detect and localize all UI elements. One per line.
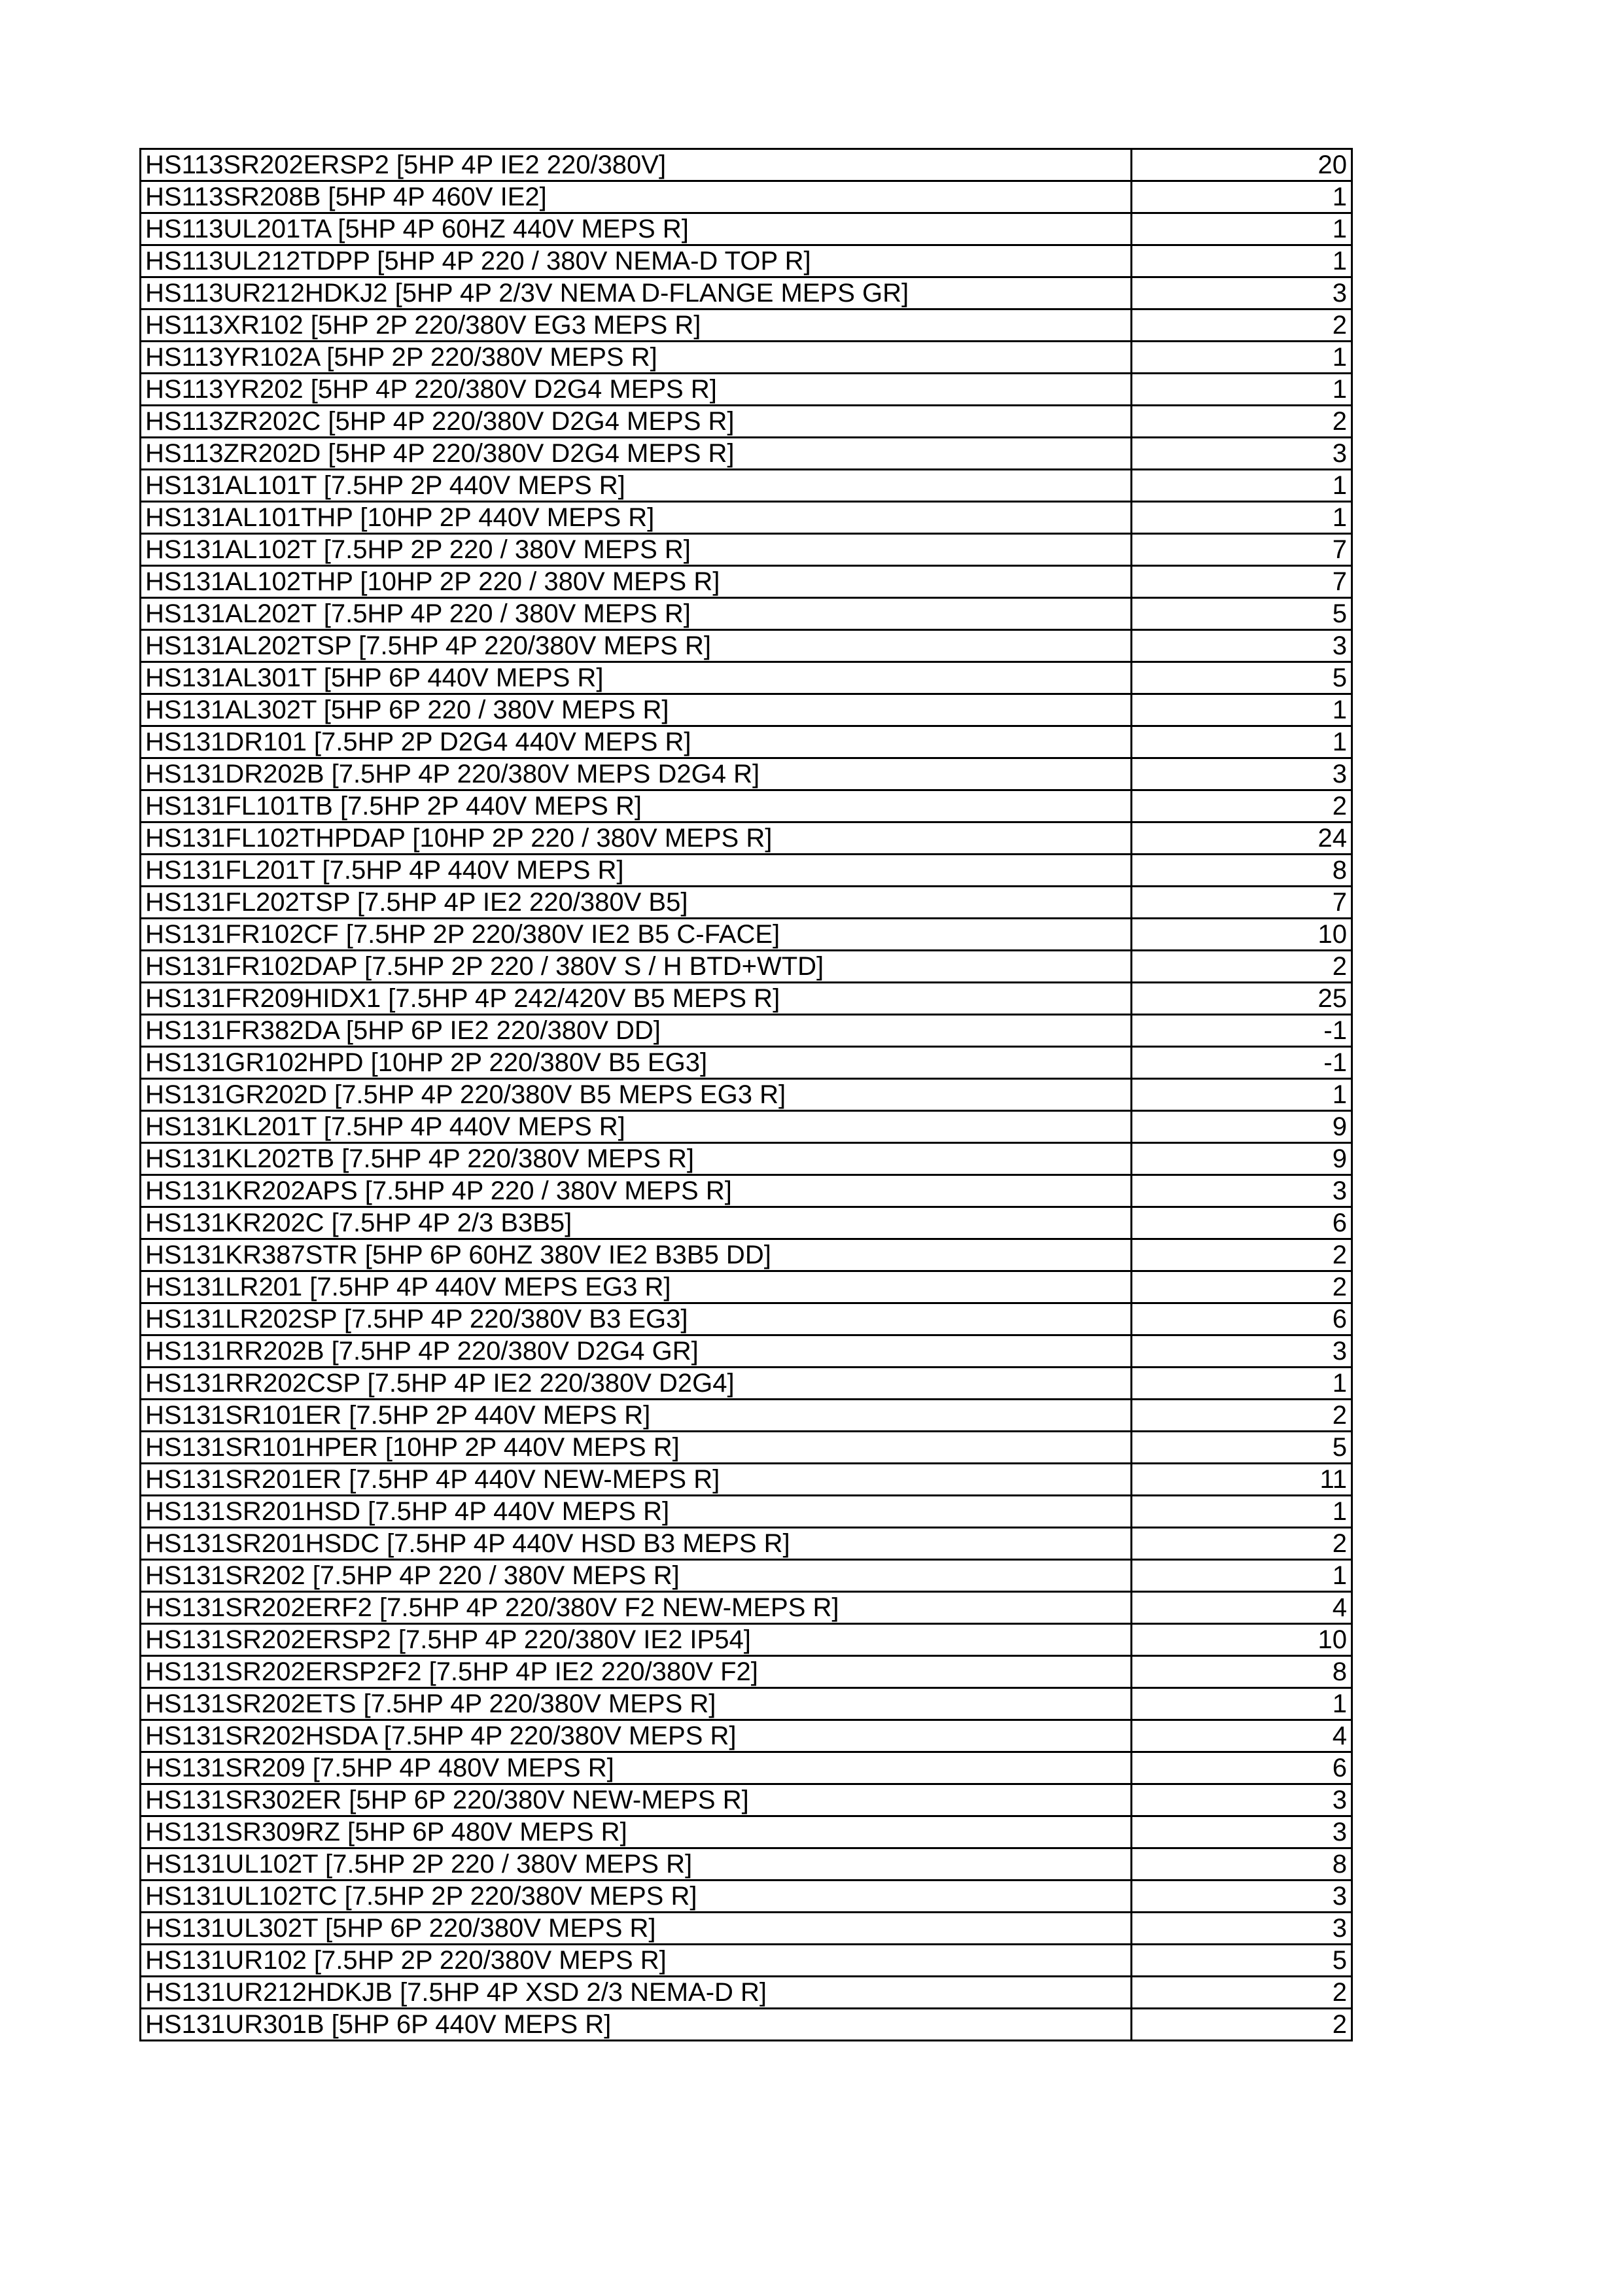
table-row	[141, 1143, 1352, 1175]
item-quantity-cell: 3	[1132, 438, 1352, 470]
table-row	[141, 1271, 1352, 1303]
item-description-cell: HS131SR202ERSP2F2 [7.5HP 4P IE2 220/380V F2]	[141, 1656, 1132, 1688]
table-row	[141, 855, 1352, 887]
item-description-cell: HS131RR202CSP [7.5HP 4P IE2 220/380V D2G4]	[141, 1368, 1132, 1400]
table-row	[141, 1015, 1352, 1047]
item-description-cell: HS113XR102 [5HP 2P 220/380V EG3 MEPS R]	[141, 309, 1132, 342]
item-quantity-cell: 1	[1132, 726, 1352, 758]
item-description-cell: HS131SR101ER [7.5HP 2P 440V MEPS R]	[141, 1400, 1132, 1432]
item-description-cell: HS131UL102T [7.5HP 2P 220 / 380V MEPS R]	[141, 1848, 1132, 1881]
item-description-cell: HS131FL102THPDAP [10HP 2P 220 / 380V MEPS R]	[141, 822, 1132, 855]
item-quantity-cell: -1	[1132, 1015, 1352, 1047]
item-quantity-cell: 1	[1132, 342, 1352, 374]
table-row	[141, 342, 1352, 374]
item-quantity-cell: 7	[1132, 534, 1352, 566]
item-description-cell: HS131UR301B [5HP 6P 440V MEPS R]	[141, 2009, 1132, 2041]
item-quantity-cell: 2	[1132, 406, 1352, 438]
item-quantity-cell: 1	[1132, 213, 1352, 245]
item-quantity-cell: 1	[1132, 1560, 1352, 1592]
item-description-cell: HS131AL202TSP [7.5HP 4P 220/380V MEPS R]	[141, 630, 1132, 662]
table-row	[141, 566, 1352, 598]
item-quantity-cell: 1	[1132, 470, 1352, 502]
item-quantity-cell: 8	[1132, 855, 1352, 887]
item-quantity-cell: 3	[1132, 1913, 1352, 1945]
table-row	[141, 887, 1352, 919]
item-quantity-cell: 1	[1132, 1496, 1352, 1528]
table-row	[141, 502, 1352, 534]
item-description-cell: HS113SR208B [5HP 4P 460V IE2]	[141, 181, 1132, 213]
item-description-cell: HS131GR202D [7.5HP 4P 220/380V B5 MEPS EG3 R]	[141, 1079, 1132, 1111]
item-quantity-cell: 3	[1132, 1175, 1352, 1207]
table-row	[141, 1432, 1352, 1464]
item-description-cell: HS131SR202HSDA [7.5HP 4P 220/380V MEPS R]	[141, 1720, 1132, 1752]
table-row	[141, 1977, 1352, 2009]
item-quantity-cell: 1	[1132, 181, 1352, 213]
item-description-cell: HS131FL101TB [7.5HP 2P 440V MEPS R]	[141, 790, 1132, 822]
table-row	[141, 1945, 1352, 1977]
item-description-cell: HS113UL201TA [5HP 4P 60HZ 440V MEPS R]	[141, 213, 1132, 245]
table-row	[141, 1624, 1352, 1656]
inventory-table	[139, 148, 1353, 2041]
item-quantity-cell: 24	[1132, 822, 1352, 855]
table-row	[141, 245, 1352, 277]
table-row	[141, 1175, 1352, 1207]
item-description-cell: HS131SR309RZ [5HP 6P 480V MEPS R]	[141, 1816, 1132, 1848]
item-description-cell: HS113UL212TDPP [5HP 4P 220 / 380V NEMA-D TOP R]	[141, 245, 1132, 277]
table-row	[141, 149, 1352, 181]
item-quantity-cell: 10	[1132, 919, 1352, 951]
item-quantity-cell: 3	[1132, 1784, 1352, 1816]
table-row	[141, 598, 1352, 630]
item-quantity-cell: 8	[1132, 1848, 1352, 1881]
table-row	[141, 1400, 1352, 1432]
item-description-cell: HS131AL101T [7.5HP 2P 440V MEPS R]	[141, 470, 1132, 502]
item-quantity-cell: 5	[1132, 1945, 1352, 1977]
item-quantity-cell: 5	[1132, 662, 1352, 694]
table-row	[141, 726, 1352, 758]
item-quantity-cell: 11	[1132, 1464, 1352, 1496]
table-row	[141, 213, 1352, 245]
item-description-cell: HS131AL302T [5HP 6P 220 / 380V MEPS R]	[141, 694, 1132, 726]
table-row	[141, 1592, 1352, 1624]
table-row	[141, 1560, 1352, 1592]
table-row	[141, 662, 1352, 694]
item-description-cell: HS131SR302ER [5HP 6P 220/380V NEW-MEPS R]	[141, 1784, 1132, 1816]
item-description-cell: HS113ZR202C [5HP 4P 220/380V D2G4 MEPS R]	[141, 406, 1132, 438]
item-description-cell: HS131UR212HDKJB [7.5HP 4P XSD 2/3 NEMA-D R]	[141, 1977, 1132, 2009]
item-description-cell: HS131FR102DAP [7.5HP 2P 220 / 380V S / H BTD+WTD]	[141, 951, 1132, 983]
table-row	[141, 1047, 1352, 1079]
item-quantity-cell: 2	[1132, 1400, 1352, 1432]
item-description-cell: HS131SR202ETS [7.5HP 4P 220/380V MEPS R]	[141, 1688, 1132, 1720]
item-description-cell: HS131FL202TSP [7.5HP 4P IE2 220/380V B5]	[141, 887, 1132, 919]
item-quantity-cell: 7	[1132, 887, 1352, 919]
item-description-cell: HS131SR202ERF2 [7.5HP 4P 220/380V F2 NEW-MEPS R]	[141, 1592, 1132, 1624]
table-row	[141, 438, 1352, 470]
item-quantity-cell: 5	[1132, 1432, 1352, 1464]
item-description-cell: HS131LR202SP [7.5HP 4P 220/380V B3 EG3]	[141, 1303, 1132, 1335]
item-quantity-cell: 1	[1132, 502, 1352, 534]
item-description-cell: HS113YR102A [5HP 2P 220/380V MEPS R]	[141, 342, 1132, 374]
table-row	[141, 1303, 1352, 1335]
item-quantity-cell: 4	[1132, 1592, 1352, 1624]
table-row	[141, 1496, 1352, 1528]
table-row	[141, 374, 1352, 406]
item-quantity-cell: 1	[1132, 374, 1352, 406]
table-row	[141, 630, 1352, 662]
item-description-cell: HS131FL201T [7.5HP 4P 440V MEPS R]	[141, 855, 1132, 887]
item-quantity-cell: 9	[1132, 1111, 1352, 1143]
table-row	[141, 1207, 1352, 1239]
item-quantity-cell: 2	[1132, 2009, 1352, 2041]
item-description-cell: HS131UL302T [5HP 6P 220/380V MEPS R]	[141, 1913, 1132, 1945]
item-quantity-cell: 1	[1132, 1688, 1352, 1720]
item-quantity-cell: 20	[1132, 149, 1352, 181]
table-row	[141, 1688, 1352, 1720]
item-quantity-cell: 2	[1132, 309, 1352, 342]
item-quantity-cell: 3	[1132, 1335, 1352, 1368]
item-description-cell: HS131LR201 [7.5HP 4P 440V MEPS EG3 R]	[141, 1271, 1132, 1303]
item-description-cell: HS131AL102T [7.5HP 2P 220 / 380V MEPS R]	[141, 534, 1132, 566]
table-row	[141, 470, 1352, 502]
item-description-cell: HS113UR212HDKJ2 [5HP 4P 2/3V NEMA D-FLANGE MEPS GR]	[141, 277, 1132, 309]
item-description-cell: HS131FR382DA [5HP 6P IE2 220/380V DD]	[141, 1015, 1132, 1047]
table-row	[141, 1656, 1352, 1688]
table-row	[141, 406, 1352, 438]
table-row	[141, 919, 1352, 951]
item-quantity-cell: 1	[1132, 245, 1352, 277]
item-quantity-cell: 6	[1132, 1303, 1352, 1335]
table-row	[141, 1784, 1352, 1816]
inventory-table-body	[141, 149, 1352, 2041]
item-quantity-cell: 1	[1132, 694, 1352, 726]
item-quantity-cell: 2	[1132, 1977, 1352, 2009]
table-row	[141, 951, 1352, 983]
table-row	[141, 1881, 1352, 1913]
item-description-cell: HS131DR202B [7.5HP 4P 220/380V MEPS D2G4 R]	[141, 758, 1132, 790]
table-row	[141, 1464, 1352, 1496]
table-row	[141, 1528, 1352, 1560]
table-row	[141, 1848, 1352, 1881]
table-row	[141, 277, 1352, 309]
item-description-cell: HS131SR201HSDC [7.5HP 4P 440V HSD B3 MEPS R]	[141, 1528, 1132, 1560]
item-description-cell: HS131GR102HPD [10HP 2P 220/380V B5 EG3]	[141, 1047, 1132, 1079]
item-quantity-cell: 1	[1132, 1368, 1352, 1400]
table-row	[141, 1752, 1352, 1784]
item-description-cell: HS113SR202ERSP2 [5HP 4P IE2 220/380V]	[141, 149, 1132, 181]
table-row	[141, 1111, 1352, 1143]
item-description-cell: HS131SR101HPER [10HP 2P 440V MEPS R]	[141, 1432, 1132, 1464]
item-description-cell: HS131AL102THP [10HP 2P 220 / 380V MEPS R]	[141, 566, 1132, 598]
item-quantity-cell: 2	[1132, 790, 1352, 822]
item-description-cell: HS131KR387STR [5HP 6P 60HZ 380V IE2 B3B5 DD]	[141, 1239, 1132, 1271]
item-quantity-cell: 8	[1132, 1656, 1352, 1688]
item-description-cell: HS113ZR202D [5HP 4P 220/380V D2G4 MEPS R]	[141, 438, 1132, 470]
item-quantity-cell: 6	[1132, 1207, 1352, 1239]
item-quantity-cell: -1	[1132, 1047, 1352, 1079]
table-row	[141, 1335, 1352, 1368]
table-row	[141, 1913, 1352, 1945]
item-description-cell: HS131UL102TC [7.5HP 2P 220/380V MEPS R]	[141, 1881, 1132, 1913]
table-row	[141, 2009, 1352, 2041]
item-description-cell: HS131KL201T [7.5HP 4P 440V MEPS R]	[141, 1111, 1132, 1143]
table-row	[141, 534, 1352, 566]
item-description-cell: HS113YR202 [5HP 4P 220/380V D2G4 MEPS R]	[141, 374, 1132, 406]
item-quantity-cell: 3	[1132, 1881, 1352, 1913]
item-quantity-cell: 3	[1132, 277, 1352, 309]
table-row	[141, 983, 1352, 1015]
table-row	[141, 1368, 1352, 1400]
table-row	[141, 758, 1352, 790]
table-row	[141, 822, 1352, 855]
item-description-cell: HS131KR202APS [7.5HP 4P 220 / 380V MEPS R]	[141, 1175, 1132, 1207]
item-description-cell: HS131SR209 [7.5HP 4P 480V MEPS R]	[141, 1752, 1132, 1784]
item-description-cell: HS131FR102CF [7.5HP 2P 220/380V IE2 B5 C-FACE]	[141, 919, 1132, 951]
item-description-cell: HS131RR202B [7.5HP 4P 220/380V D2G4 GR]	[141, 1335, 1132, 1368]
item-quantity-cell: 5	[1132, 598, 1352, 630]
item-description-cell: HS131AL202T [7.5HP 4P 220 / 380V MEPS R]	[141, 598, 1132, 630]
table-row	[141, 694, 1352, 726]
table-row	[141, 1720, 1352, 1752]
item-quantity-cell: 1	[1132, 1079, 1352, 1111]
item-description-cell: HS131SR202ERSP2 [7.5HP 4P 220/380V IE2 IP54]	[141, 1624, 1132, 1656]
table-row	[141, 309, 1352, 342]
item-quantity-cell: 2	[1132, 1271, 1352, 1303]
item-quantity-cell: 10	[1132, 1624, 1352, 1656]
item-quantity-cell: 2	[1132, 1528, 1352, 1560]
item-description-cell: HS131SR202 [7.5HP 4P 220 / 380V MEPS R]	[141, 1560, 1132, 1592]
item-description-cell: HS131SR201ER [7.5HP 4P 440V NEW-MEPS R]	[141, 1464, 1132, 1496]
item-quantity-cell: 6	[1132, 1752, 1352, 1784]
item-quantity-cell: 9	[1132, 1143, 1352, 1175]
table-row	[141, 1079, 1352, 1111]
table-row	[141, 1816, 1352, 1848]
item-description-cell: HS131KR202C [7.5HP 4P 2/3 B3B5]	[141, 1207, 1132, 1239]
item-quantity-cell: 2	[1132, 951, 1352, 983]
item-quantity-cell: 3	[1132, 630, 1352, 662]
table-row	[141, 1239, 1352, 1271]
table-row	[141, 181, 1352, 213]
item-description-cell: HS131AL301T [5HP 6P 440V MEPS R]	[141, 662, 1132, 694]
item-quantity-cell: 2	[1132, 1239, 1352, 1271]
table-row	[141, 790, 1352, 822]
item-description-cell: HS131AL101THP [10HP 2P 440V MEPS R]	[141, 502, 1132, 534]
item-quantity-cell: 3	[1132, 1816, 1352, 1848]
item-description-cell: HS131SR201HSD [7.5HP 4P 440V MEPS R]	[141, 1496, 1132, 1528]
item-quantity-cell: 4	[1132, 1720, 1352, 1752]
item-description-cell: HS131DR101 [7.5HP 2P D2G4 440V MEPS R]	[141, 726, 1132, 758]
item-quantity-cell: 25	[1132, 983, 1352, 1015]
item-description-cell: HS131UR102 [7.5HP 2P 220/380V MEPS R]	[141, 1945, 1132, 1977]
item-quantity-cell: 7	[1132, 566, 1352, 598]
item-description-cell: HS131FR209HIDX1 [7.5HP 4P 242/420V B5 MEPS R]	[141, 983, 1132, 1015]
item-description-cell: HS131KL202TB [7.5HP 4P 220/380V MEPS R]	[141, 1143, 1132, 1175]
item-quantity-cell: 3	[1132, 758, 1352, 790]
